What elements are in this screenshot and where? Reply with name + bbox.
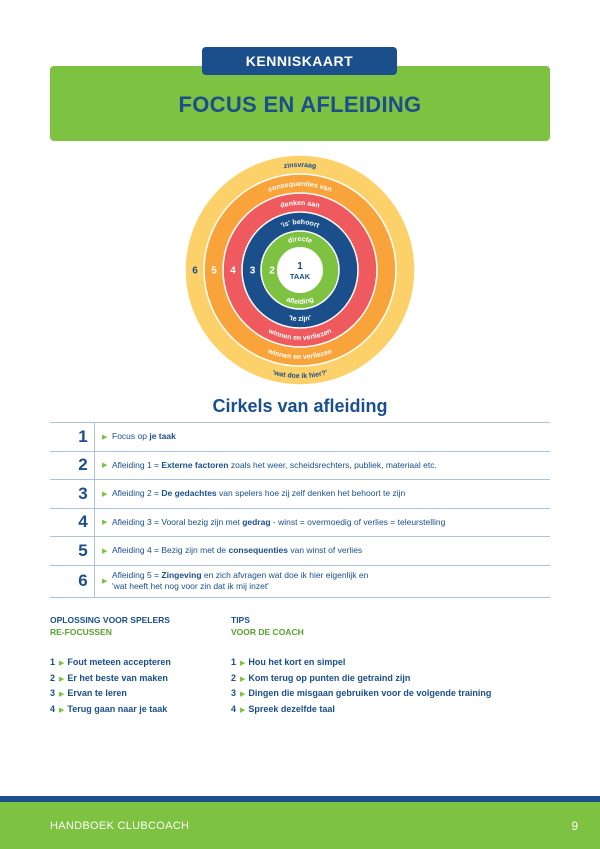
players-subheading: RE-FOCUSSEN [50,627,112,637]
triangle-bullet-icon: ▶ [102,578,108,585]
level-description: Afleiding 1 = Externe factoren zoals het weer, scheidsrechters, publiek, materiaal etc. [112,459,437,470]
players-item-3 [50,686,171,702]
ring-4-label-top: denken aan [279,199,321,210]
ring-6-number: 6 [192,265,198,277]
page-title: FOCUS EN AFLEIDING [178,92,422,117]
level-number: 6 [78,571,88,590]
level-row-4 [50,509,550,538]
coach-item-4 [231,702,491,718]
coach-heading: TIPS [231,615,250,625]
level-description: Afleiding 5 = Zingeving en zich afvragen wat doe ik hier eigenlijk en 'wat heeft het nog voor zin dat ik mij inzet' [112,570,369,591]
row-divider [94,452,95,480]
levels-table [50,422,550,598]
triangle-bullet-icon: ▶ [102,547,108,555]
list-text: Kom terug op punten die getraind zijn [248,672,411,683]
list-text: Dingen die misgaan gebruiken voor de volgende training [248,688,492,698]
row-divider [94,509,95,537]
triangle-bullet-icon: ▶ [102,519,108,527]
center-number: 1 [297,261,303,272]
players-item-1 [50,655,171,671]
page-number: 9 [571,819,578,833]
level-description: Afleiding 3 = Vooral bezig zijn met gedrag - winst = overmoedig of verlies = teleurstelling [112,516,446,527]
footer-title: HANDBOEK CLUBCOACH [50,820,190,832]
list-text: Er het beste van maken [67,672,168,683]
list-number: 3 [50,688,56,698]
row-divider [94,566,95,597]
triangle-bullet-icon: ▶ [59,660,65,667]
title-banner [50,66,550,141]
list-text: Ervan te leren [67,688,127,698]
triangle-bullet-icon: ▶ [240,706,246,714]
level-row-2 [50,452,550,481]
level-number: 4 [78,512,88,532]
level-row-5 [50,537,550,566]
level-row-3 [50,480,550,509]
circles-of-distraction-diagram [185,155,415,385]
coach-subheading: VOOR DE COACH [231,627,304,637]
list-number: 2 [50,672,56,683]
ring-3-label-bottom: 'te zijn' [288,314,312,324]
triangle-bullet-icon: ▶ [240,660,246,667]
coach-item-3 [231,686,491,702]
row-divider [94,480,95,508]
section-title: Cirkels van afleiding [212,396,388,416]
list-number: 1 [50,657,56,667]
ring-3-number: 3 [249,265,256,277]
triangle-bullet-icon: ▶ [59,691,65,698]
list-text: Hou het kort en simpel [248,657,346,667]
coach-item-2 [231,671,491,687]
ring-3-label-top: 'is' behoort [279,218,321,230]
coach-list [231,655,491,717]
triangle-bullet-icon: ▶ [59,706,65,714]
level-row-6 [50,566,550,598]
ring-5-label-bottom: winnen en verliezen [266,348,334,362]
row-divider [94,537,95,565]
ring-4-number: 4 [230,265,236,277]
list-number: 3 [231,688,237,698]
triangle-bullet-icon: ▶ [102,490,108,498]
list-text: Fout meteen accepteren [67,657,171,667]
ring-2-number: 2 [269,265,275,277]
ring-5-number: 5 [211,265,217,277]
players-heading: OPLOSSING VOOR SPELERS [50,615,170,625]
footer [0,802,600,849]
triangle-bullet-icon: ▶ [102,433,108,441]
list-text: Spreek dezelfde taal [248,703,335,714]
triangle-bullet-icon: ▶ [240,691,246,698]
level-row-1 [50,422,550,452]
list-number: 4 [50,703,56,714]
ring-6-label-top: zinsvraag [283,161,317,171]
ring-2-label-bottom: afleiding [285,296,315,307]
ring-2-label-top: directe [287,235,313,246]
triangle-bullet-icon: ▶ [102,462,108,470]
ring-4-label-bottom: winnen en verliezen [267,327,333,343]
coach-item-1 [231,655,491,671]
list-text: Terug gaan naar je taak [67,703,168,714]
triangle-bullet-icon: ▶ [59,675,65,683]
players-list [50,655,171,717]
level-description: Afleiding 4 = Bezig zijn met de consequenties van winst of verlies [112,545,363,556]
kenniskaart-badge: KENNISKAART [202,47,397,75]
level-description: Afleiding 2 = De gedachtes van spelers hoe zij zelf denken het behoort te zijn [112,488,406,499]
level-number: 2 [78,455,88,475]
ring-6-label-bottom: 'wat doe ik hier?' [271,369,329,381]
center-label: TAAK [289,272,311,281]
players-item-4 [50,702,171,718]
level-number: 5 [78,540,88,560]
row-divider [94,423,95,451]
list-number: 4 [231,703,237,714]
ring-5-label-top: consequenties van [267,180,333,194]
level-number: 1 [78,426,88,446]
players-item-2 [50,671,171,687]
level-description: Focus op je taak [112,431,176,442]
list-number: 1 [231,657,237,667]
level-number: 3 [78,483,88,503]
list-number: 2 [231,672,237,683]
triangle-bullet-icon: ▶ [240,675,246,683]
